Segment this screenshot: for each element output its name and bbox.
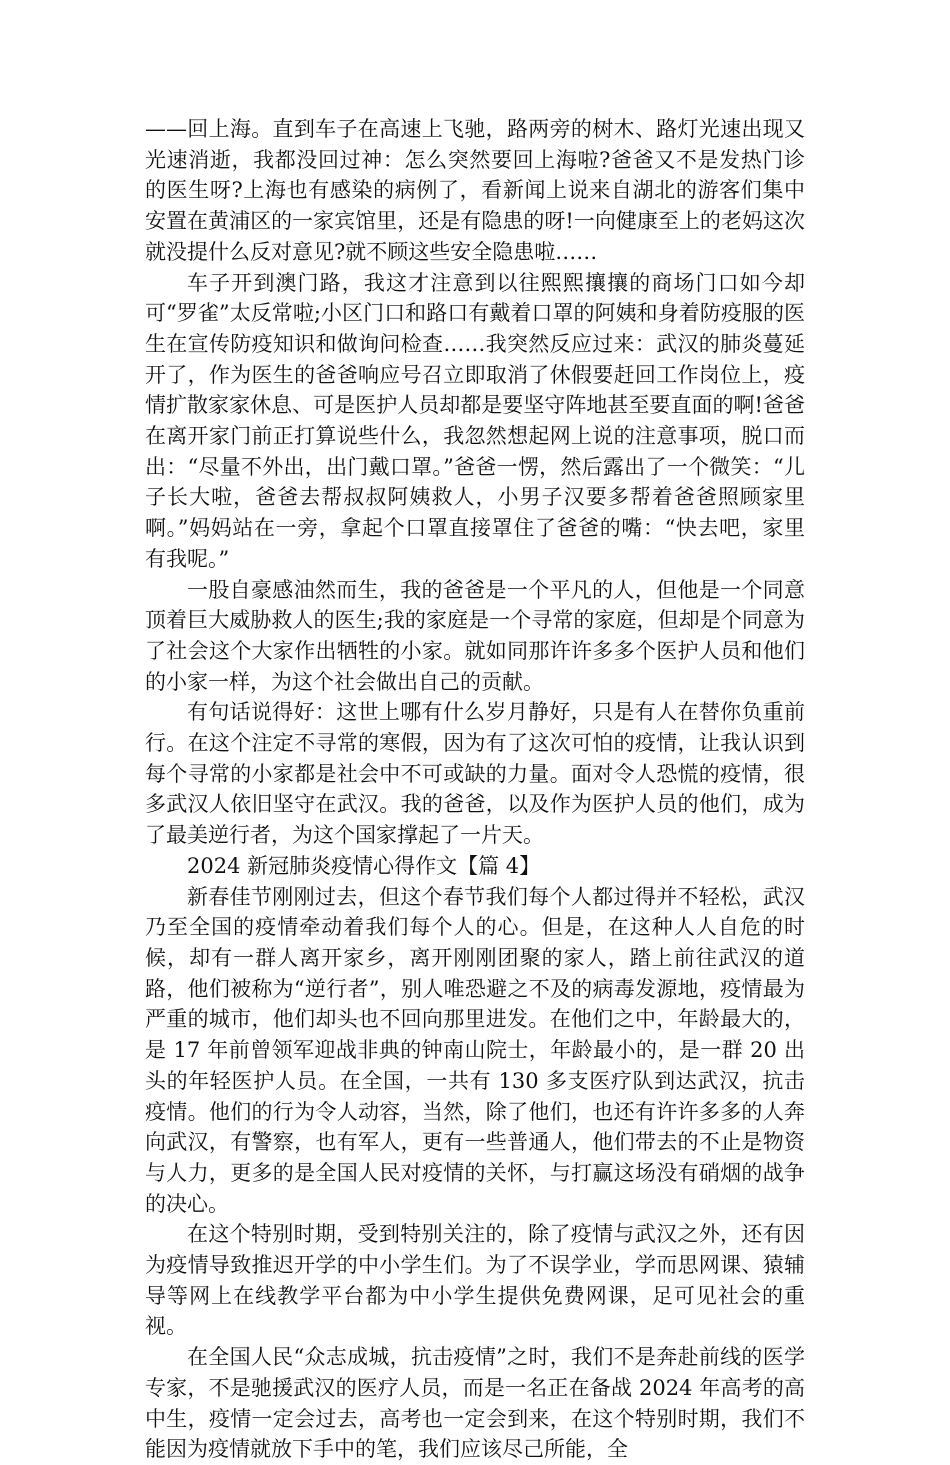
paragraph: 新春佳节刚刚过去，但这个春节我们每个人都过得并不轻松，武汉乃至全国的疫情牵动着我们每个人的心。但是，在这种人人自危的时候，却有一群人离开家乡，离开刚刚团聚的家人，踏上前往武汉的道路，他们被称为“逆行者”，别人唯恐避之不及的病毒发源地，疫情最为严重的城市，他们却头也不回向那里进发。在他们之中，年龄最大的，是 17 年前曾领军迎战非典的钟南山院士，年龄最小的，是一群 20 出头的年轻医护人员。在全国，一共有 130 多支医疗队到达武汉，抗击疫情。他们的行为令人动容，当然，除了他们，也还有许许多多的人奔向武汉，有警察，也有军人，更有一些普通人，他们带去的不止是物资与人力，更多的是全国人民对疫情的关怀，与打赢这场没有硝烟的战争的决心。 — [145, 884, 805, 1216]
paragraph-continuation: ——回上海。直到车子在高速上飞驰，路两旁的树木、路灯光速出现又光速消逝，我都没回过神：怎么突然要回上海啦?爸爸又不是发热门诊的医生呀?上海也有感染的病例了，看新闻上说来自湖北的游客们集中安置在黄浦区的一家宾馆里，还是有隐患的呀!一向健康至上的老妈这次就没提什么反对意见?就不顾这些安全隐患啦…… — [145, 117, 805, 264]
paragraph: 车子开到澳门路，我这才注意到以往熙熙攘攘的商场门口如今却可“罗雀”太反常啦;小区门口和路口有戴着口罩的阿姨和身着防疫服的医生在宣传防疫知识和做询问检查……我突然反应过来：武汉的肺炎蔓延开了，作为医生的爸爸响应号召立即取消了休假要赶回工作岗位上，疫情扩散家家休息、可是医护人员却都是要坚守阵地甚至要直面的啊!爸爸在离开家门前正打算说些什么，我忽然想起网上说的注意事项，脱口而出：“尽量不外出，出门戴口罩。”爸爸一愣，然后露出了一个微笑：“儿子长大啦，爸爸去帮叔叔阿姨救人，小男子汉要多帮着爸爸照顾家里啊。”妈妈站在一旁，拿起个口罩直接罩住了爸爸的嘴：“快去吧，家里有我呢。” — [145, 270, 805, 571]
document-body — [145, 114, 805, 1465]
section-heading: 2024 新冠肺炎疫情心得作文【篇 4】 — [187, 853, 541, 878]
paragraph: 有句话说得好：这世上哪有什么岁月静好，只是有人在替你负重前行。在这个注定不寻常的寒假，因为有了这次可怕的疫情，让我认识到每个寻常的小家都是社会中不可或缺的力量。面对令人恐慌的疫情，很多武汉人依旧坚守在武汉。我的爸爸，以及作为医护人员的他们，成为了最美逆行者，为这个国家撑起了一片天。 — [145, 700, 805, 848]
paragraph: 在这个特别时期，受到特别关注的，除了疫情与武汉之外，还有因为疫情导致推迟开学的中小学生们。为了不误学业，学而思网课、猿辅导等网上在线教学平台都为中小学生提供免费网课，足可见社会的重视。 — [145, 1222, 805, 1339]
paragraph: 一股自豪感油然而生，我的爸爸是一个平凡的人，但他是一个同意顶着巨大威胁救人的医生;我的家庭是一个寻常的家庭，但却是个同意为了社会这个大家作出牺牲的小家。就如同那许许多多个医护人员和他们的小家一样，为这个社会做出自己的贡献。 — [145, 577, 805, 694]
paragraph: 在全国人民“众志成城，抗击疫情”之时，我们不是奔赴前线的医学专家，不是驰援武汉的医疗人员，而是一名正在备战 2024 年高考的高中生，疫情一定会过去，高考也一定会到来，在这个特别时期，我们不能因为疫情就放下手中的笔，我们应该尽己所能，全 — [145, 1345, 805, 1462]
